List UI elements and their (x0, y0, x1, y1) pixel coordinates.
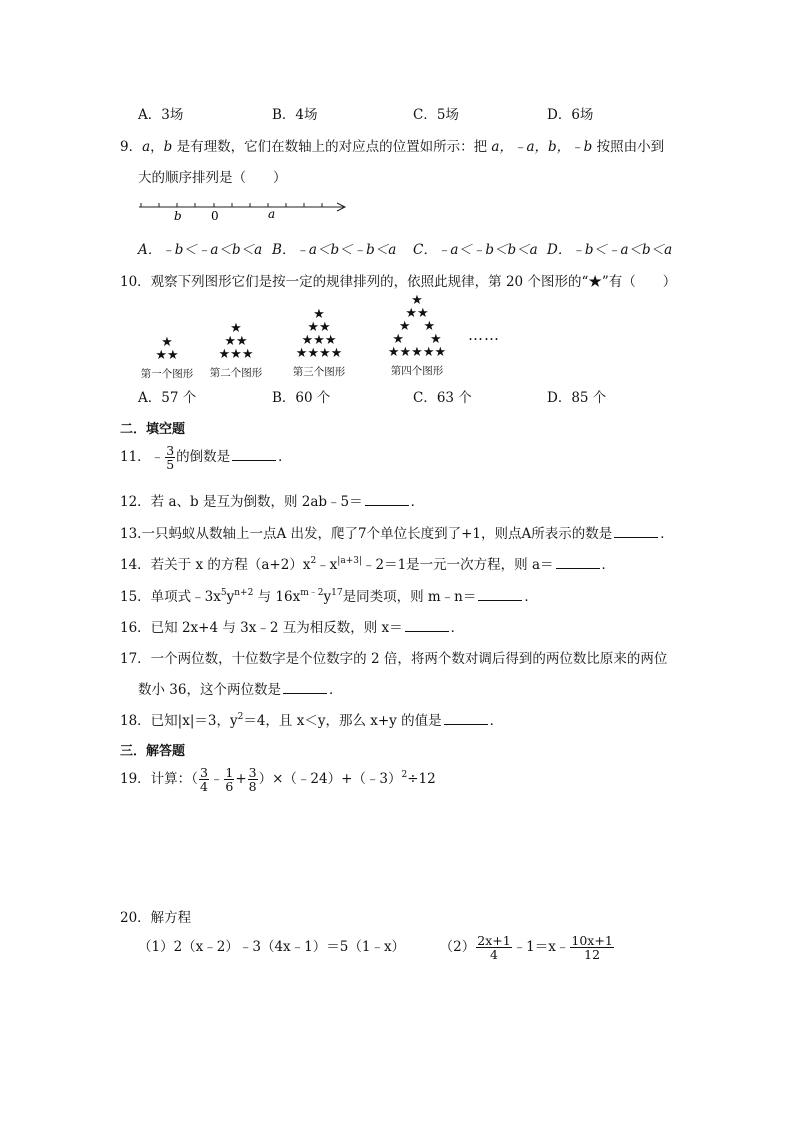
star-row: ★★★ (301, 333, 337, 348)
q16: 16．已知 2x+4 与 3x﹣2 互为相反数，则 x＝ ． (120, 620, 465, 636)
number-line-figure (136, 196, 352, 226)
answer-blank[interactable] (405, 619, 449, 632)
star-row: ★ (161, 335, 173, 350)
q10-option-d: D．85 个 (547, 390, 607, 406)
q10-option-a: A．57 个 (138, 390, 197, 406)
answer-blank[interactable] (478, 588, 522, 601)
q9-option-a: A．﹣b＜﹣a＜b＜a (138, 242, 263, 258)
q9-stem-line1: 9．a，b 是有理数，它们在数轴上的对应点的位置如所示：把 a，﹣a，b，﹣b 按照由小到 (120, 139, 665, 155)
q13: 13.一只蚂蚁从数轴上一点A 出发，爬了7个单位长度到了+1，则点A所表示的数是 ． (120, 526, 674, 542)
answer-blank[interactable] (283, 681, 327, 694)
q20-title: 20．解方程 (120, 910, 192, 926)
figure-caption: 第一个图形 (140, 368, 194, 380)
answer-blank[interactable] (365, 493, 409, 506)
star-figure-3 (284, 308, 354, 379)
q14: 14．若关于 x 的方程$(a+2)x^2﹣x^{|a+3|}﹣2=1$是一元一次方程，则 a＝ ． (120, 556, 616, 573)
star-row: ★★★ (218, 347, 254, 362)
q8-option-c: C．5场 (413, 107, 459, 123)
q18: 18．已知|x|＝3，$y^2=4$，且 x＜y，那么 x+y 的值是 ． (120, 712, 504, 729)
star-row: ★★★★ (295, 346, 343, 361)
q12: 12．若 a、b 是互为倒数，则 2ab﹣5＝ ． (120, 494, 425, 510)
q19: 19．计算：（ $\frac{3}{4}$ ﹣ $\frac{1}{6}$ + $\frac{3}{8}$ ）×（﹣24）+（﹣3）$^2$÷12 (120, 765, 436, 795)
q9-option-d: D．﹣b＜﹣a＜b＜a (547, 242, 673, 258)
fraction: $\frac{3}{5}$ (166, 443, 175, 473)
q9-option-b: B．﹣a＜b＜﹣b＜a (272, 242, 397, 258)
fraction: $\frac{1}{6}$ (225, 765, 234, 795)
axis-label-a: a (268, 207, 276, 221)
answer-blank[interactable] (232, 448, 276, 461)
star-row: ★★ (155, 348, 179, 363)
star-row: ★ (411, 293, 423, 308)
q8-option-a: A．3场 (138, 107, 184, 123)
answer-blank[interactable] (556, 556, 600, 569)
figure-caption: 第四个图形 (390, 365, 444, 377)
star-row: ★ (230, 321, 242, 336)
star-figure-4 (377, 294, 457, 378)
star-row: ★★★★★ (387, 345, 447, 360)
axis-label-zero: 0 (211, 209, 219, 223)
star-row: ★★ (405, 306, 429, 321)
axis-label-b: b (174, 209, 182, 223)
star-figure-1 (137, 336, 197, 381)
q11: 11．﹣ $\frac{3}{5}$ 的倒数是 ． (120, 443, 292, 473)
q10-option-c: C．63 个 (413, 390, 472, 406)
fraction: $\frac{3}{4}$ (199, 765, 208, 795)
q10-stem: 10．观察下列图形它们是按一定的规律排列的，依照此规律，第 20 个图形的“★”有（ ） (120, 274, 677, 290)
star-row: ★★ (307, 320, 331, 335)
q17-line1: 17．一个两位数，十位数字是个位数字的 2 倍，将两个数对调后得到的两位数比原来的两位 (120, 651, 668, 667)
q20-parts: （1）2（x﹣2）﹣3（4x﹣1）＝5（1﹣x） （2） $\frac{2x+1}{4}$ ﹣1＝x﹣ $\frac{10x+1}{12}$ (138, 933, 613, 963)
q15: 15．单项式$﹣3x^5y^{n+2}$ 与 $16x^{m﹣2}y^{17}$是同类项，则 m﹣n＝ ． (120, 588, 538, 605)
figure-caption: 第二个图形 (209, 367, 263, 379)
fraction: $\frac{2x+1}{4}$ (477, 933, 511, 963)
q9-option-c: C．﹣a＜﹣b＜b＜a (413, 242, 538, 258)
answer-blank[interactable] (444, 712, 488, 725)
star-row: ★ (313, 307, 325, 322)
section-heading-solve: 三．解答题 (120, 744, 186, 759)
q8-option-b: B．4场 (272, 107, 318, 123)
q9-stem-line2: 大的顺序排列是（ ） (138, 170, 287, 186)
fraction: $\frac{10x+1}{12}$ (571, 933, 613, 963)
answer-blank[interactable] (614, 525, 658, 538)
star-figure-2 (205, 322, 267, 380)
star-row: ★ ★ (398, 319, 436, 334)
section-heading-fill-in: 二．填空题 (120, 422, 186, 437)
figure-caption: 第三个图形 (292, 366, 346, 378)
q20-part1: （1）2（x﹣2）﹣3（4x﹣1）＝5（1﹣x） (138, 939, 406, 956)
q10-option-b: B．60 个 (272, 390, 331, 406)
star-row: ★★ (224, 334, 248, 349)
q8-option-d: D．6场 (547, 107, 594, 123)
fraction: $\frac{3}{8}$ (248, 765, 257, 795)
star-row: ★ ★ (392, 332, 442, 347)
figure-ellipsis: …… (468, 326, 500, 344)
q17-line2: 数小 36，这个两位数是 ． (138, 682, 343, 698)
